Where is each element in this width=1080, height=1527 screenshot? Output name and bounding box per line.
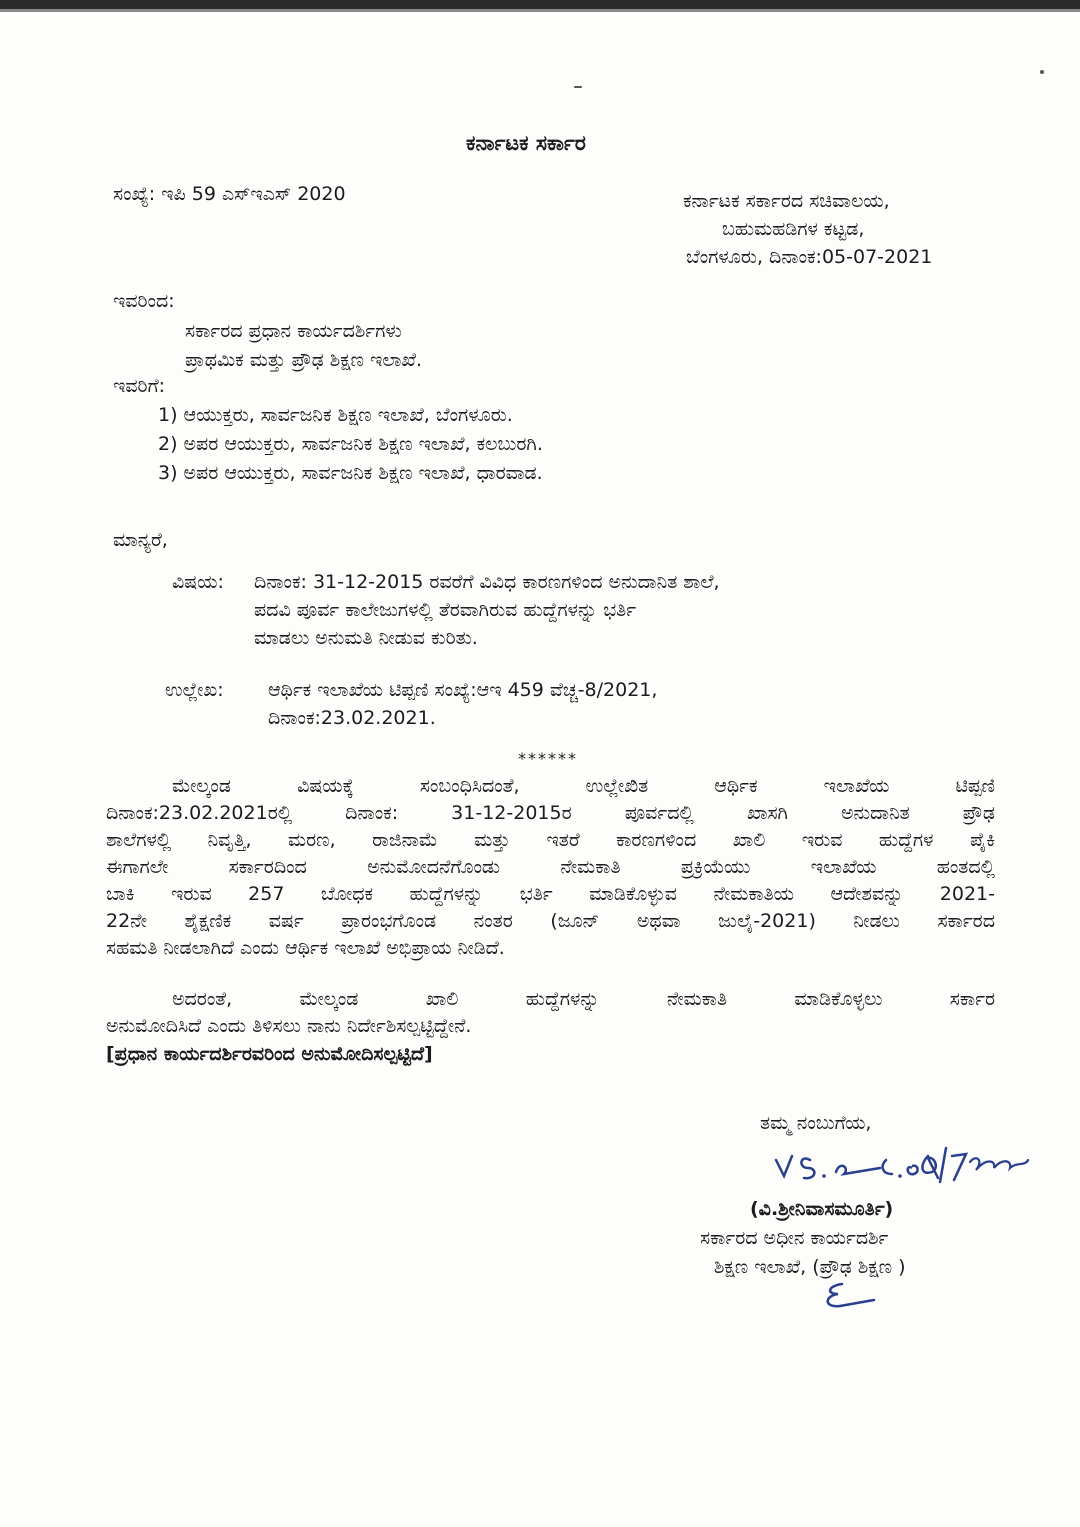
signatory-department: ಶಿಕ್ಷಣ ಇಲಾಖೆ, (ಪ್ರೌಢ ಶಿಕ್ಷಣ ) [714, 1256, 906, 1278]
subject-line: ಮಾಡಲು ಅನುಮತಿ ನೀಡುವ ಕುರಿತು. [254, 627, 478, 649]
body-line: ಅನುಮೋದಿಸಿದೆ ಎಂದು ತಿಳಿಸಲು ನಾನು ನಿರ್ದೇಶಿಸಲ್ಪಟ್ಟಿದ್ದೇನೆ. [106, 1015, 472, 1037]
approval-note: [ಪ್ರಧಾನ ಕಾರ್ಯದರ್ಶಿರವರಿಂದ ಅನುಮೋದಿಸಲ್ಪಟ್ಟಿದೆ] [106, 1043, 433, 1065]
to-item: 3) ಅಪರ ಆಯುಕ್ತರು, ಸಾರ್ವಜನಿಕ ಶಿಕ್ಷಣ ಇಲಾಖೆ, ಧಾರವಾಡ. [158, 462, 543, 484]
reference-line: ಆರ್ಥಿಕ ಇಲಾಖೆಯ ಟಿಪ್ಪಣಿ ಸಂಖ್ಯೆ:ಆಇ 459 ವೆಚ್ಚ-8/2021, [268, 679, 658, 701]
subject-label: ವಿಷಯ: [172, 571, 224, 593]
address-line: ಬಹುಮಹಡಿಗಳ ಕಟ್ಟಡ, [722, 218, 865, 240]
subject-line: ಪದವಿ ಪೂರ್ವ ಕಾಲೇಜುಗಳಲ್ಲಿ ತೆರವಾಗಿರುವ ಹುದ್ದೆಗಳನ್ನು ಭರ್ತಿ [254, 599, 637, 621]
body-line: ಸಹಮತಿ ನೀಡಲಾಗಿದೆ ಎಂದು ಆರ್ಥಿಕ ಇಲಾಖೆ ಅಭಿಪ್ರಾಯ ನೀಡಿದೆ. [106, 937, 505, 959]
salutation: ಮಾನ್ಯರೆ, [113, 529, 168, 551]
body-line: ಶಾಲೆಗಳಲ್ಲಿ ನಿವೃತ್ತಿ, ಮರಣ, ರಾಜಿನಾಮೆ ಮತ್ತು ಇತರೆ ಕಾರಣಗಳಿಂದ ಖಾಲಿ ಇರುವ ಹುದ್ದೆಗಳ ಪೈಕಿ [106, 829, 995, 851]
separator: ****** [518, 749, 578, 768]
to-item: 2) ಅಪರ ಆಯುಕ್ತರು, ಸಾರ್ವಜನಿಕ ಶಿಕ್ಷಣ ಇಲಾಖೆ, ಕಲಬುರಗಿ. [158, 433, 543, 455]
body-line: 22ನೇ ಶೈಕ್ಷಣಿಕ ವರ್ಷ ಪ್ರಾರಂಭಗೊಂಡ ನಂತರ (ಜೂನ್ ಅಥವಾ ಜುಲೈ-2021) ನೀಡಲು ಸರ್ಕಾರದ [106, 910, 995, 932]
scan-speck [574, 86, 582, 88]
body-line: ದಿನಾಂಕ:23.02.2021ರಲ್ಲಿ ದಿನಾಂಕ: 31-12-2015ರ ಪೂರ್ವದಲ್ಲಿ ಖಾಸಗಿ ಅನುದಾನಿತ ಪ್ರೌಢ [106, 802, 995, 824]
from-line: ಸರ್ಕಾರದ ಪ್ರಧಾನ ಕಾರ್ಯದರ್ಶಿಗಳು [185, 320, 402, 342]
yours-faithfully: ತಮ್ಮ ನಂಬುಗೆಯ, [760, 1112, 872, 1134]
signatory-designation: ಸರ್ಕಾರದ ಅಧೀನ ಕಾರ್ಯದರ್ಶಿ [700, 1227, 889, 1249]
reference-label: ಉಲ್ಲೇಖ: [165, 679, 224, 701]
reference-number: ಸಂಖ್ಯೆ: ಇಪಿ 59 ಎಸ್‌ಇಎಸ್ 2020 [113, 183, 346, 205]
body-line: ಅದರಂತೆ, ಮೇಲ್ಕಂಡ ಖಾಲಿ ಹುದ್ದೆಗಳನ್ನು ನೇಮಕಾತಿ ಮಾಡಿಕೊಳ್ಳಲು ಸರ್ಕಾರ [172, 988, 995, 1010]
signatory-name: (ವಿ.ಶ್ರೀನಿವಾಸಮೂರ್ತಿ) [750, 1198, 894, 1220]
reference-line: ದಿನಾಂಕ:23.02.2021. [268, 707, 436, 729]
scan-top-shadow [0, 9, 1080, 12]
body-line: ಮೇಲ್ಕಂಡ ವಿಷಯಕ್ಕೆ ಸಂಬಂಧಿಸಿದಂತೆ, ಉಲ್ಲೇಖಿತ ಆರ್ಥಿಕ ಇಲಾಖೆಯ ಟಿಪ್ಪಣಿ [172, 775, 995, 797]
subject-line: ದಿನಾಂಕ: 31-12-2015 ರವರೆಗೆ ವಿವಿಧ ಕಾರಣಗಳಿಂದ ಅನುದಾನಿತ ಶಾಲೆ, [254, 571, 720, 593]
scan-top-border [0, 0, 1080, 9]
scan-speck [1040, 70, 1044, 74]
address-line: ಕರ್ನಾಟಕ ಸರ್ಕಾರದ ಸಚಿವಾಲಯ, [683, 190, 890, 212]
body-line: ಈಗಾಗಲೇ ಸರ್ಕಾರದಿಂದ ಅನುಮೋದನೆಗೊಂಡು ನೇಮಕಾತಿ ಪ್ರಕ್ರಿಯೆಯು ಇಲಾಖೆಯ ಹಂತದಲ್ಲಿ [106, 856, 995, 878]
from-line: ಪ್ರಾಥಮಿಕ ಮತ್ತು ಪ್ರೌಢ ಶಿಕ್ಷಣ ಇಲಾಖೆ. [185, 349, 423, 371]
from-label: ಇವರಿಂದ: [113, 290, 175, 312]
to-item: 1) ಆಯುಕ್ತರು, ಸಾರ್ವಜನಿಕ ಶಿಕ್ಷಣ ಇಲಾಖೆ, ಬೆಂಗಳೂರು. [158, 404, 513, 426]
to-label: ಇವರಿಗೆ: [113, 375, 166, 397]
body-line: ಬಾಕಿ ಇರುವ 257 ಬೋಧಕ ಹುದ್ದೆಗಳನ್ನು ಭರ್ತಿ ಮಾಡಿಕೊಳ್ಳುವ ನೇಮಕಾತಿಯ ಆದೇಶವನ್ನು 2021- [106, 883, 995, 905]
address-date: ಬೆಂಗಳೂರು, ದಿನಾಂಕ:05-07-2021 [686, 246, 933, 268]
page-title: ಕರ್ನಾಟಕ ಸರ್ಕಾರ [466, 131, 586, 155]
signature [770, 1138, 1040, 1188]
initial-mark [818, 1280, 878, 1316]
